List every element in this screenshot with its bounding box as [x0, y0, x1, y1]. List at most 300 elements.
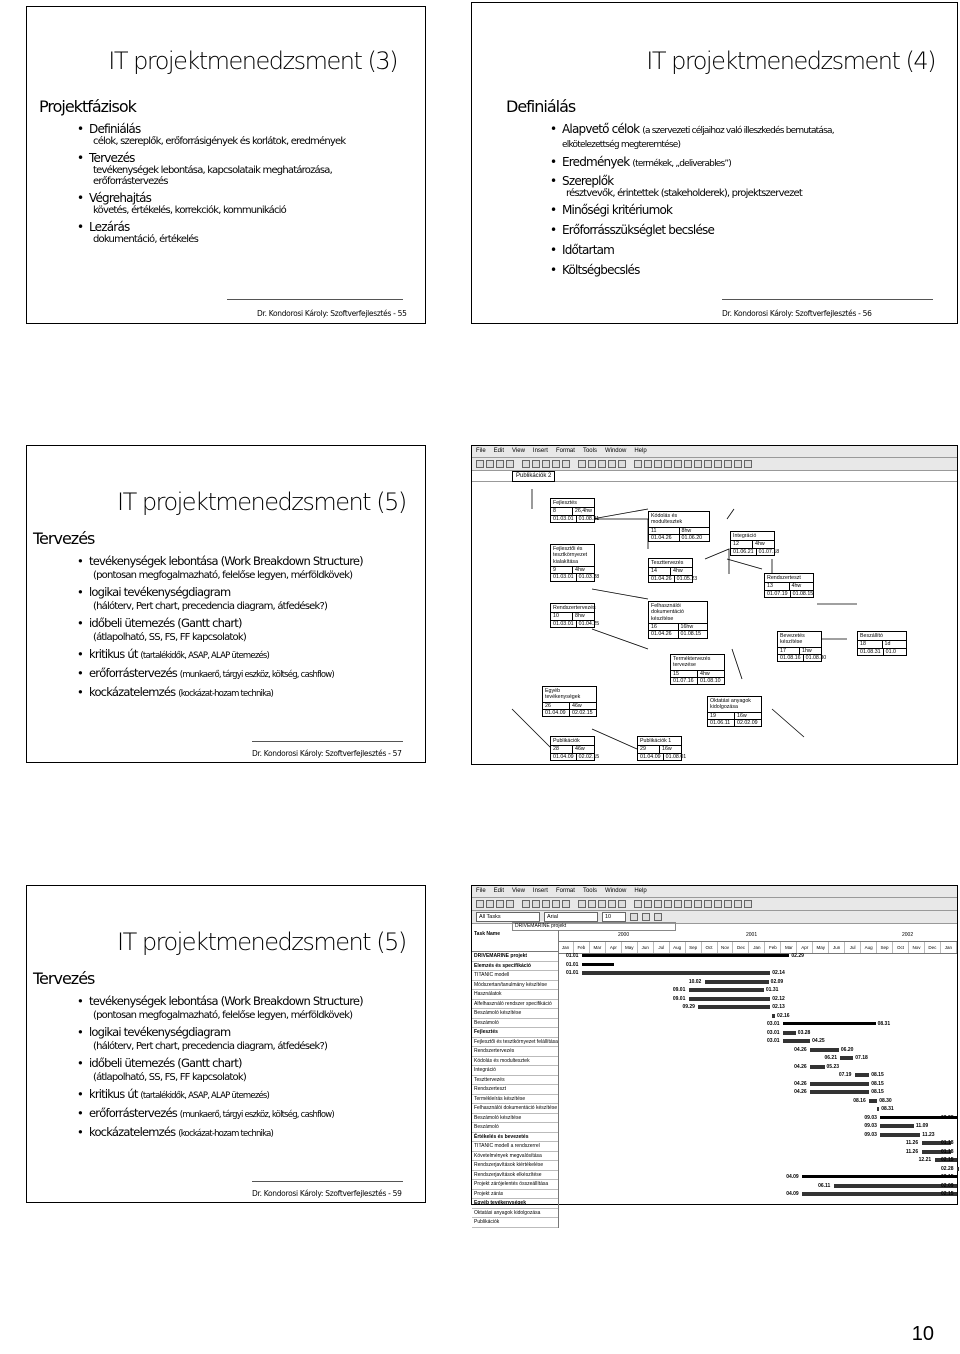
pert-node-row	[778, 655, 827, 662]
pert-node[interactable]	[764, 573, 814, 598]
task-bar[interactable]	[582, 971, 770, 975]
slide-55	[26, 6, 426, 324]
toolbar-button-icon[interactable]	[588, 460, 596, 468]
italic-button[interactable]	[642, 913, 650, 921]
pert-node-name: Publikációk	[551, 737, 594, 746]
pert-node[interactable]	[648, 601, 708, 639]
pert-node-row	[551, 574, 600, 581]
menu-item-file[interactable]: File	[476, 888, 486, 894]
pert-node[interactable]	[777, 631, 827, 662]
toolbar-button-icon[interactable]	[506, 900, 514, 908]
bar-start-label: 01.01	[565, 970, 579, 976]
toolbar-button-icon[interactable]	[506, 460, 514, 468]
toolbar-button-icon[interactable]	[684, 460, 692, 468]
task-row[interactable]: Projekt zárójelentés összeállítása	[472, 1180, 558, 1190]
bullet-item: • tevékenységek lebontása (Work Breakdown Structure)	[77, 554, 422, 568]
slide-footer: Dr. Kondorosi Károly: Szoftverfejlesztés - 59	[252, 1189, 402, 1198]
pert-node-row	[551, 753, 600, 760]
task-bar[interactable]	[772, 1014, 775, 1018]
month-label: Mar	[781, 942, 797, 953]
pert-node-row	[858, 649, 906, 655]
slide-title: IT projektmenedzsment (3)	[108, 47, 397, 75]
bullet-item: • logikai tevékenységdiagram	[77, 1025, 422, 1039]
bullet-item: • Időtartam	[550, 243, 850, 257]
menu-item-tools[interactable]: Tools	[582, 888, 597, 894]
pert-node-cell: 01.08.15	[790, 591, 816, 597]
menu-item-file[interactable]: File	[476, 448, 486, 454]
bullet-label: kritikus út	[89, 647, 138, 661]
pert-node-row	[551, 746, 594, 753]
toolbar-button-icon[interactable]	[608, 900, 616, 908]
task-row[interactable]: Rendszerjavítások elkészítése	[472, 1171, 558, 1181]
bar-start-label: 04.09	[786, 1174, 799, 1180]
toolbar-button-icon[interactable]	[674, 460, 682, 468]
toolbar-button-icon[interactable]	[522, 900, 530, 908]
bullet-label: kockázatelemzés	[89, 685, 176, 699]
task-bar[interactable]	[783, 1039, 810, 1043]
task-row[interactable]: Teszttervezés	[472, 1076, 558, 1086]
toolbar-button-icon[interactable]	[664, 460, 672, 468]
pert-node[interactable]	[730, 531, 780, 556]
pert-node-cell: 16	[651, 624, 657, 631]
bold-button[interactable]	[630, 913, 638, 921]
toolbar-button-icon[interactable]	[588, 900, 596, 908]
toolbar-button-icon[interactable]	[476, 900, 484, 908]
pert-node-cell: 01.04.26	[651, 575, 672, 582]
task-bar[interactable]	[869, 1099, 877, 1103]
month-label: Nov	[718, 942, 734, 953]
toolbar-button-icon[interactable]	[562, 460, 570, 468]
month-label: Apr	[797, 942, 813, 953]
toolbar-button-icon[interactable]	[714, 460, 722, 468]
slide-footer: Dr. Kondorosi Károly: Szoftverfejlesztés - 55	[257, 309, 407, 318]
pert-node-name: Bevezetés készítése	[778, 632, 821, 648]
toolbar-button-icon[interactable]	[542, 900, 550, 908]
pert-node[interactable]	[648, 511, 710, 542]
toolbar-button-icon[interactable]	[552, 460, 560, 468]
pert-node-name: Fejlesztés	[551, 499, 594, 508]
bar-start-label: 04.26	[794, 1089, 807, 1095]
summary-bar[interactable]	[783, 1022, 876, 1025]
toolbar-button-icon[interactable]	[634, 900, 642, 908]
bullet-item	[77, 666, 422, 680]
view-tab[interactable]: Publikációk 2	[512, 471, 555, 482]
pert-node-cell: 19	[710, 712, 716, 719]
toolbar-button-icon[interactable]	[496, 460, 504, 468]
toolbar-button-icon[interactable]	[684, 900, 692, 908]
task-row[interactable]: TITANIC modell	[472, 971, 558, 981]
summary-bar[interactable]	[802, 1175, 957, 1178]
pert-node-row	[649, 528, 709, 535]
bar-end-label: 07.18	[855, 1055, 868, 1061]
bullet-item: • logikai tevékenységdiagram	[77, 585, 422, 599]
task-row[interactable]: Elemzés és specifikáció	[472, 962, 558, 972]
toolbar-button-icon[interactable]	[644, 460, 652, 468]
font-select[interactable]: Arial	[544, 912, 598, 922]
pert-node-cell: 01.08.10	[697, 678, 724, 684]
pert-chart-screenshot	[471, 445, 958, 765]
toolbar-button-icon[interactable]	[724, 900, 732, 908]
month-label: Dec	[733, 942, 749, 953]
toolbar-button-icon[interactable]	[744, 900, 752, 908]
bullet-list	[77, 554, 422, 699]
pert-node[interactable]	[637, 736, 687, 761]
bullet-subtext: résztvevők, érintettek (stakeholderek), projektszervezet	[566, 188, 802, 199]
gantt-chart-screenshot	[471, 885, 958, 1225]
toolbar-button-icon[interactable]	[486, 460, 494, 468]
task-bar[interactable]	[689, 988, 764, 992]
pert-node-cell: 01.06.11	[710, 720, 731, 727]
pert-node-cell: 16hw	[678, 624, 708, 630]
menu-item-edit[interactable]: Edit	[493, 888, 505, 894]
toolbar-button-icon[interactable]	[724, 460, 732, 468]
pert-node[interactable]	[857, 631, 907, 656]
pert-node-cell: 02.02.09	[734, 720, 761, 726]
pert-node-cell: 17	[780, 647, 786, 654]
pert-node-name: Terméktervezés tervezése	[671, 655, 724, 671]
slide-56	[471, 2, 958, 324]
task-row[interactable]: Termékleírás készítése	[472, 1095, 558, 1105]
pert-node-row	[551, 508, 594, 515]
menu-item-window[interactable]: Window	[604, 448, 627, 454]
task-row[interactable]: Rendszertervezés	[472, 1047, 558, 1057]
pert-node-row	[543, 703, 596, 710]
toolbar-button-icon[interactable]	[704, 460, 712, 468]
bar-start-label: 09.01	[672, 987, 686, 993]
pert-node[interactable]	[707, 696, 762, 727]
pert-node-cell: 26,4hw	[572, 508, 594, 514]
pert-node-cell: 01.08.31	[860, 648, 881, 655]
menu-item-window[interactable]: Window	[604, 888, 627, 894]
toolbar-button-icon[interactable]	[608, 460, 616, 468]
toolbar-button-icon[interactable]	[532, 900, 540, 908]
bar-end-label: 02.28	[941, 1165, 954, 1172]
toolbar-button-icon[interactable]	[618, 900, 626, 908]
bullet-list	[550, 122, 850, 277]
task-bar[interactable]	[957, 1167, 959, 1171]
toolbar-button-icon[interactable]	[704, 900, 712, 908]
pert-node-cell: 1hw	[799, 648, 821, 654]
pert-node-cell: 4hw	[572, 567, 594, 573]
task-row[interactable]: Egyéb tevékenységek	[472, 1199, 558, 1209]
toolbar-button-icon[interactable]	[694, 900, 702, 908]
bar-end-label: 01.18	[941, 1148, 954, 1155]
pert-node-cell: 28	[553, 746, 559, 753]
task-bar[interactable]	[698, 1005, 770, 1009]
bar-start-label: 09.03	[864, 1131, 877, 1138]
toolbar-button-icon[interactable]	[654, 900, 662, 908]
bar-end-label: 02.28	[941, 1114, 954, 1121]
task-row[interactable]: Felhasználói dokumentáció készítése	[472, 1104, 558, 1114]
task-row[interactable]: Projekt zárás	[472, 1190, 558, 1200]
bar-end-label: 02.15	[941, 1191, 954, 1197]
toolbar-button-icon[interactable]	[744, 460, 752, 468]
pert-node[interactable]	[542, 686, 597, 717]
year-label: 2001	[746, 932, 758, 938]
task-row[interactable]: Integráció	[472, 1066, 558, 1076]
pert-node-cell: 8hw	[572, 613, 594, 619]
year-header	[558, 930, 957, 942]
bar-start-label: 03.01	[767, 1038, 780, 1044]
menu-item-format[interactable]: Format	[555, 448, 575, 454]
bullet-label: kockázatelemzés	[89, 1125, 176, 1139]
pert-node-row	[708, 713, 761, 720]
bar-start-label: 04.09	[786, 1191, 799, 1197]
toolbar-button-icon[interactable]	[634, 460, 642, 468]
pert-node[interactable]	[550, 603, 600, 628]
task-row[interactable]: Rendszerjavítások kiértékelése	[472, 1161, 558, 1171]
toolbar-button-icon[interactable]	[486, 900, 494, 908]
pert-node-name: Rendszertervezés	[551, 604, 594, 613]
toolbar-button-icon[interactable]	[734, 460, 742, 468]
pert-node-row	[731, 548, 780, 555]
menu-bar	[472, 446, 957, 458]
toolbar-button-icon[interactable]	[694, 460, 702, 468]
toolbar-button-icon[interactable]	[598, 900, 606, 908]
pert-node-cell: 01.08.16	[780, 655, 801, 662]
month-label: Mar	[590, 942, 606, 953]
toolbar-button-icon[interactable]	[578, 900, 586, 908]
toolbar-button-icon[interactable]	[618, 460, 626, 468]
pert-node-cell: 13	[767, 583, 773, 590]
bullet-item: • Tervezés	[77, 151, 422, 165]
font-size-select[interactable]: 10	[602, 912, 626, 922]
pert-node-cell: 01.05.23	[674, 576, 700, 582]
task-row[interactable]: Publikációk	[472, 1218, 558, 1228]
bullet-list	[77, 994, 422, 1139]
bullet-subtext: dokumentáció, értékelés	[93, 234, 198, 245]
task-row[interactable]: Fejlesztés	[472, 1028, 558, 1038]
pert-node-row	[778, 648, 821, 655]
month-label: Jun	[638, 942, 654, 953]
pert-node-cell: 01.08.30	[803, 655, 829, 661]
pert-node-row	[731, 541, 774, 548]
task-bar[interactable]	[855, 1073, 869, 1077]
year-label: 2002	[902, 932, 914, 938]
month-label: Nov	[909, 942, 925, 953]
task-row[interactable]: Beszámoló készítése	[472, 1009, 558, 1019]
pert-node-name: Integráció	[731, 532, 774, 541]
pert-node-cell: 4hw	[670, 568, 692, 574]
bullet-note: (kockázat-hozam technika)	[178, 1129, 273, 1139]
pert-node-row	[649, 575, 698, 582]
menu-item-tools[interactable]: Tools	[582, 448, 597, 454]
bar-start-label: 10.02	[688, 978, 702, 985]
pert-node-cell: 46w	[572, 746, 594, 752]
task-bar[interactable]	[810, 1048, 839, 1052]
task-row[interactable]: Beszámoló készítése	[472, 1114, 558, 1124]
pert-node[interactable]	[550, 498, 600, 523]
task-bar[interactable]	[810, 1082, 869, 1086]
entry-bar[interactable]: DRIVEMARINE projekt	[512, 922, 676, 931]
pert-node-cell: 01.03.01	[553, 515, 574, 522]
toolbar-button-icon[interactable]	[714, 900, 722, 908]
pert-node-cell: 01.04.26	[651, 631, 672, 638]
pert-node[interactable]	[550, 544, 600, 582]
pert-node-row	[671, 671, 724, 678]
bullet-label: erőforrástervezés	[89, 666, 177, 680]
month-label: Oct	[702, 942, 718, 953]
month-label: Aug	[670, 942, 686, 953]
pert-node-name: Fejlesztői és tesztkörnyezet kialakítása	[551, 545, 594, 567]
bar-start-label: 04.26	[794, 1046, 807, 1053]
pert-node-cell: 01.04.26	[651, 535, 672, 542]
pert-node[interactable]	[670, 654, 725, 685]
month-label: May	[813, 942, 829, 953]
task-row[interactable]: Beszámoló	[472, 1019, 558, 1029]
task-bar[interactable]	[783, 1031, 796, 1035]
slide-footer: Dr. Kondorosi Károly: Szoftverfejlesztés - 56	[722, 309, 872, 318]
task-row[interactable]: Módszertan/tanulmány készítése	[472, 981, 558, 991]
task-row[interactable]: Beszámoló	[472, 1123, 558, 1133]
summary-bar[interactable]	[582, 963, 614, 966]
pert-node-row	[858, 641, 906, 648]
footer-rule	[227, 299, 403, 300]
summary-bar[interactable]	[582, 954, 789, 957]
month-label: Apr	[606, 942, 622, 953]
slide-title: IT projektmenedzsment (4)	[646, 47, 935, 75]
month-label: Oct	[893, 942, 909, 953]
task-row[interactable]: DRIVEMARINE projekt	[472, 952, 558, 962]
toolbar-button-icon[interactable]	[664, 900, 672, 908]
task-row[interactable]: Használatok	[472, 990, 558, 1000]
toolbar-button-icon[interactable]	[562, 900, 570, 908]
task-row[interactable]: Értékelés és bevezetés	[472, 1133, 558, 1143]
task-row[interactable]: Kódolás és modultesztek	[472, 1057, 558, 1067]
bullet-label: Eredmények	[562, 155, 630, 169]
bar-end-label: 02.15	[941, 1174, 954, 1180]
pert-node-cell: 01.04.09	[553, 753, 574, 760]
bullet-note: (termékek, „deliverables”)	[632, 159, 731, 169]
section-heading: Tervezés	[33, 969, 95, 988]
toolbar-button-icon[interactable]	[644, 900, 652, 908]
toolbar-button-icon[interactable]	[734, 900, 742, 908]
pert-node-cell: 01.07.19	[767, 590, 788, 597]
task-row[interactable]: Alfelhasználó rendszer specifikáció	[472, 1000, 558, 1010]
task-bar[interactable]	[705, 980, 769, 984]
toolbar-button-icon[interactable]	[476, 460, 484, 468]
task-bar[interactable]	[802, 1192, 957, 1196]
pert-node-cell: 18	[860, 641, 866, 648]
bar-start-label: 01.01	[565, 961, 579, 968]
bar-end-label: 01.31	[765, 987, 779, 993]
task-bar[interactable]	[810, 1090, 869, 1094]
pert-node-cell: 02.02.15	[569, 710, 596, 716]
toolbar-button-icon[interactable]	[578, 460, 586, 468]
bar-start-label: 04.26	[794, 1080, 807, 1087]
toolbar-button-icon[interactable]	[522, 460, 530, 468]
bullet-item: • időbeli ütemezés (Gantt chart)	[77, 1056, 422, 1070]
toolbar-button-icon[interactable]	[532, 460, 540, 468]
bullet-subtext: (pontosan megfogalmazható, felelőse legyen, mérföldkövek)	[93, 1010, 353, 1021]
task-row[interactable]: Fejlesztői és tesztkörnyezet felállítása	[472, 1038, 558, 1048]
toolbar-button-icon[interactable]	[542, 460, 550, 468]
pert-node[interactable]	[648, 558, 698, 583]
task-row[interactable]: Követelmények megvalósítása	[472, 1152, 558, 1162]
task-bar[interactable]	[834, 1184, 957, 1188]
toolbar	[472, 898, 957, 911]
bar-end-label: 11.09	[915, 1123, 929, 1129]
task-bar[interactable]	[880, 1124, 914, 1128]
bar-end-label: 02.16	[777, 1012, 790, 1019]
pert-node-row	[551, 613, 594, 620]
bullet-item	[77, 1087, 422, 1101]
bullet-label: erőforrástervezés	[89, 1106, 177, 1120]
toolbar-button-icon[interactable]	[598, 460, 606, 468]
task-bar[interactable]	[880, 1133, 920, 1137]
bar-start-label: 01.01	[565, 953, 579, 959]
toolbar-button-icon[interactable]	[654, 460, 662, 468]
section-heading: Tervezés	[33, 529, 95, 548]
menu-item-edit[interactable]: Edit	[493, 448, 505, 454]
pert-node[interactable]	[550, 736, 600, 761]
task-row[interactable]: Oktatási anyagok kidolgozása	[472, 1209, 558, 1219]
task-bar[interactable]	[689, 997, 770, 1001]
month-label: Jun	[829, 942, 845, 953]
menu-item-insert[interactable]: Insert	[532, 448, 548, 454]
task-bar[interactable]	[877, 1107, 879, 1111]
bullet-item: • időbeli ütemezés (Gantt chart)	[77, 616, 422, 630]
filter-select[interactable]: All Tasks	[476, 912, 540, 922]
section-heading: Definiálás	[506, 97, 576, 116]
toolbar-button-icon[interactable]	[674, 900, 682, 908]
bar-end-label: 01.18	[941, 1140, 954, 1146]
task-row[interactable]: Rendszerteszt	[472, 1085, 558, 1095]
bullet-item: • tevékenységek lebontása (Work Breakdown Structure)	[77, 994, 422, 1008]
pert-node-row	[543, 710, 596, 716]
menu-item-help[interactable]: Help	[634, 888, 647, 894]
pert-node-cell: 4hw	[752, 541, 774, 547]
pert-node-row	[638, 746, 681, 753]
menu-item-format[interactable]: Format	[555, 888, 575, 894]
pert-node-cell: 01.07.16	[673, 678, 694, 685]
menu-bar	[472, 886, 957, 898]
menu-item-view[interactable]: View	[512, 448, 525, 454]
bullet-subtext: célok, szereplők, erőforrásigények és korlátok, eredmények	[93, 136, 346, 147]
task-row[interactable]: TITANIC modell a rendszerrel	[472, 1142, 558, 1152]
task-bar[interactable]	[840, 1056, 853, 1060]
pert-node-cell: 12	[733, 541, 739, 548]
bar-end-label: 08.31	[881, 1106, 894, 1112]
bar-start-label: 03.01	[767, 1029, 780, 1036]
pert-node-row	[638, 753, 687, 760]
toolbar	[472, 458, 957, 471]
bullet-note: (tartalékidők, ASAP, ALAP ütemezés)	[140, 651, 270, 661]
task-bar[interactable]	[810, 1065, 824, 1069]
bar-end-label: 02.13	[772, 1004, 785, 1010]
pert-node-cell: 46w	[569, 703, 596, 709]
underline-button[interactable]	[654, 913, 662, 921]
toolbar-button-icon[interactable]	[496, 900, 504, 908]
pert-node-row	[765, 583, 813, 590]
menu-item-insert[interactable]: Insert	[532, 888, 548, 894]
bar-start-label: 09.01	[672, 995, 686, 1002]
bullet-item: • Lezárás	[77, 220, 422, 234]
bullet-item	[77, 1106, 422, 1120]
month-label: Sep	[877, 942, 893, 953]
toolbar-button-icon[interactable]	[552, 900, 560, 908]
menu-item-help[interactable]: Help	[634, 448, 647, 454]
pert-node-row	[551, 515, 600, 522]
pert-node-cell: 16w	[734, 713, 761, 719]
month-label: Feb	[574, 942, 590, 953]
bar-end-label: 08.15	[871, 1072, 884, 1078]
bullet-subtext: (hálóterv, Pert chart, precedencia diagram, átfedések?)	[93, 601, 328, 612]
bullet-item: • Erőforrásszükséglet becslése	[550, 223, 850, 237]
pert-node-cell: 9	[553, 567, 556, 574]
pert-node-cell: 01.03.01	[553, 574, 574, 581]
menu-item-view[interactable]: View	[512, 888, 525, 894]
